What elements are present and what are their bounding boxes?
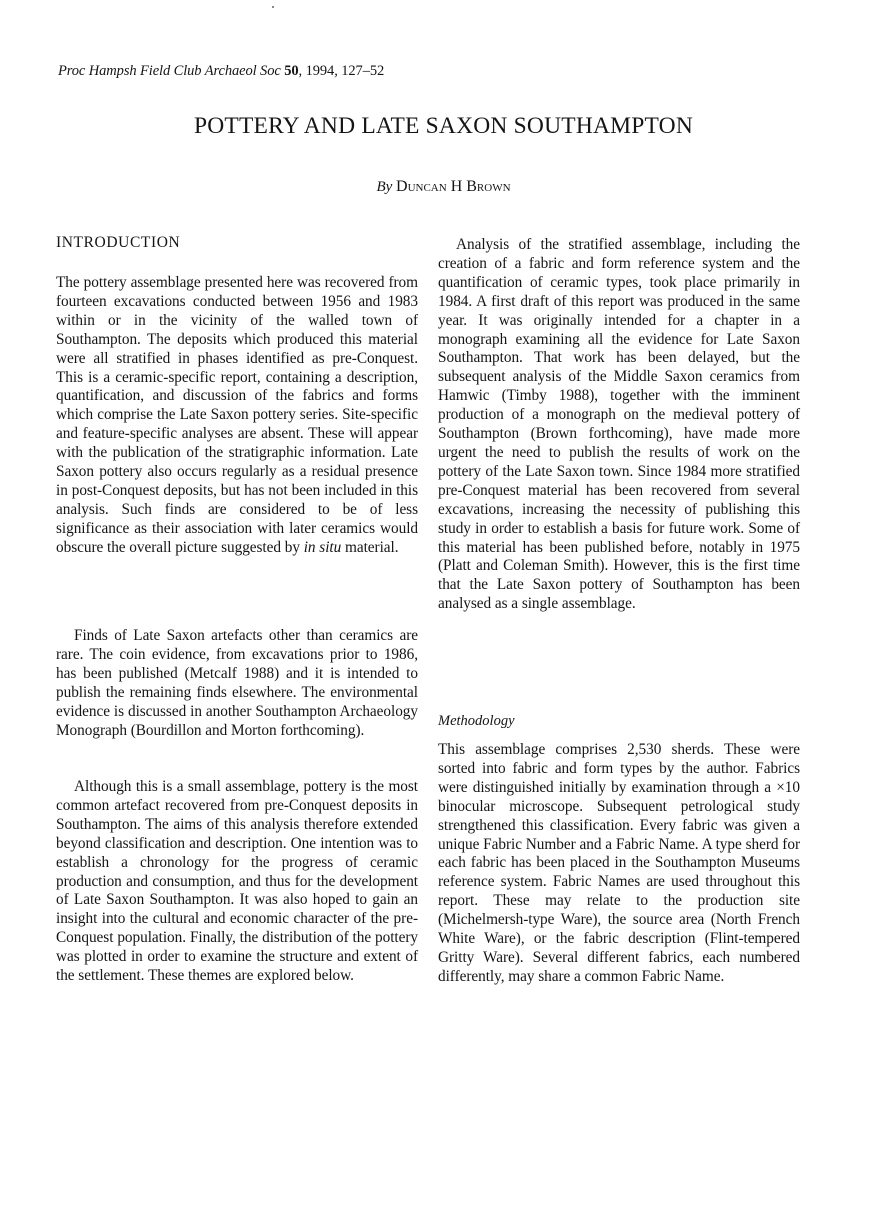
journal-year-pages: , 1994, 127–52 <box>298 63 385 79</box>
methodology-heading: Methodology <box>438 713 515 729</box>
intro-p1-text: The pottery assemblage presented here was recovered from fourteen excavations conducted between 1956 and 1983 within or in the vicinity of the walled town of Southampton. The deposits which produced this material were all stratified in phases identified as pre-Conquest. This is a ceramic-specific report, containing a description, quantification, and discussion of the fabrics and forms which comprise the Late Saxon pottery series. Site-specific and feature-specific analyses are absent. These will appear with the publication of the stratigraphic information. Late Saxon pottery also occurs regularly as a residual presence in post-Conquest deposits, but has not been included in this analysis. Such finds are considered to be of less significance as their association with later ceramics would obscure the overall picture suggested by <box>56 274 418 556</box>
scan-speck <box>272 6 274 8</box>
byline-by: By <box>376 179 393 195</box>
intro-paragraph-1 <box>56 274 418 558</box>
methodology-paragraph-1: This assemblage comprises 2,530 sherds. These were sorted into fabric and form types by the author. Fabrics were distinguished initially by examination through a ×10 binocular microscope. Subsequent petrological study strengthened this classification. Every fabric was given a unique Fabric Number and a Fabric Name. A type sherd for each fabric has been placed in the Southampton Museums reference system. Fabric Names are used throughout this report. These may relate to the production site (Michelmersh-type Ware), the source area (North French White Ware), or the fabric description (Flint-tempered Gritty Ware). Several different fabrics, each numbered differently, may share a common Fabric Name. <box>438 741 800 985</box>
journal-name: Proc Hampsh Field Club Archaeol Soc <box>58 63 281 79</box>
intro-paragraph-2: Finds of Late Saxon artefacts other than ceramics are rare. The coin evidence, from excavations prior to 1986, has been published (Metcalf 1988) and it is intended to publish the remaining finds elsewhere. The environmental evidence is discussed in another Southampton Archaeology Monograph (Bourdillon and Morton forthcoming). <box>56 627 418 739</box>
intro-p1-end: material. <box>341 538 399 556</box>
journal-reference <box>58 63 384 80</box>
intro-paragraph-4: Analysis of the stratified assemblage, including the creation of a fabric and form reference system and the quantification of ceramic types, took place primarily in 1984. A first draft of this report was produced in the same year. It was originally intended for a chapter in a monograph examining all the evidence for Late Saxon Southampton. That work has been delayed, but the subsequent analysis of the Middle Saxon ceramics from Hamwic (Timby 1988), together with the imminent production of a monograph on the medieval pottery of Southampton (Brown forthcoming), have made more urgent the need to publish the results of work on the pottery of the Late Saxon town. Since 1984 more stratified pre-Conquest material has been recovered from several excavations, increasing the necessity of publishing this study in order to establish a basis for future work. Some of this material has been published before, notably in 1975 (Platt and Coleman Smith). However, this is the first time that the Late Saxon pottery of Southampton has been analysed as a single assemblage. <box>438 236 800 613</box>
article-title: POTTERY AND LATE SAXON SOUTHAMPTON <box>193 113 694 139</box>
journal-volume: 50 <box>284 63 299 79</box>
byline <box>0 178 887 196</box>
introduction-heading: INTRODUCTION <box>56 234 181 251</box>
intro-p1-italic: in situ <box>303 538 342 556</box>
intro-paragraph-3: Although this is a small assemblage, pottery is the most common artefact recovered from pre-Conquest deposits in Southampton. The aims of this analysis therefore extended beyond classification and description. One intention was to establish a chronology for the progress of ceramic production and consumption, and thus for the development of Late Saxon Southampton. It was also hoped to gain an insight into the cultural and economic character of the pre-Conquest population. Finally, the distribution of the pottery was plotted in order to examine the structure and extent of the settlement. These themes are explored below. <box>56 778 418 985</box>
author-name: Duncan H Brown <box>396 178 511 195</box>
